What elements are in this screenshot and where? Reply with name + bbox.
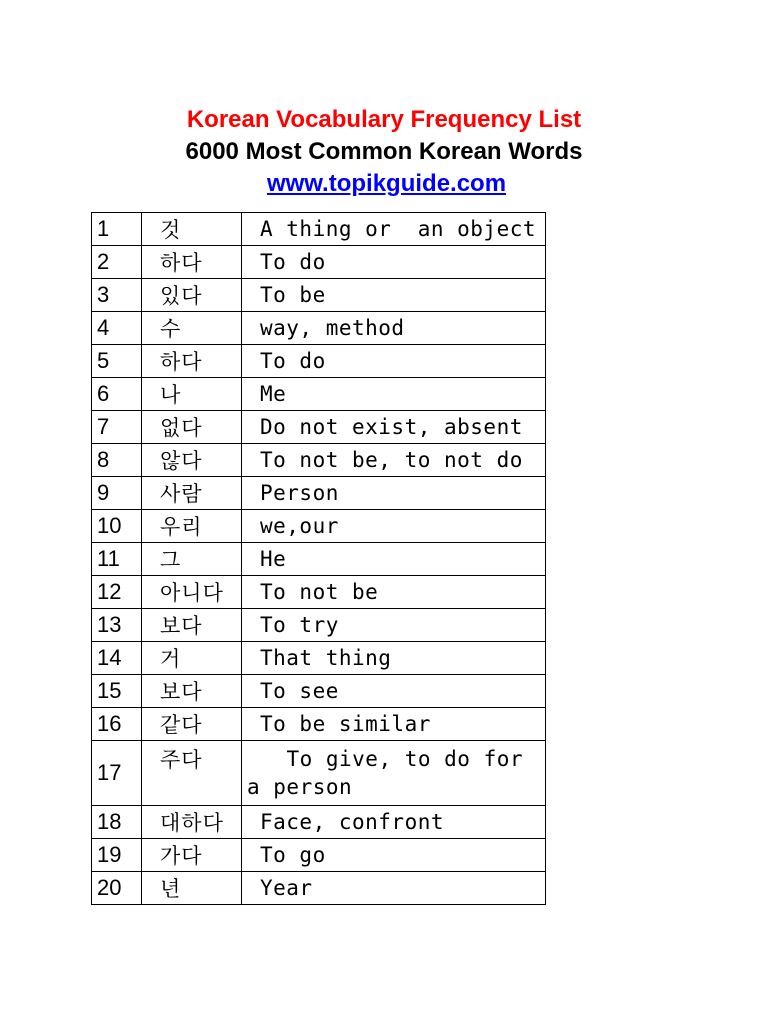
- english-meaning: A thing or an object: [242, 213, 546, 246]
- korean-word: 나: [142, 378, 242, 411]
- english-meaning: To give, to do for a person: [242, 741, 546, 806]
- rank-number: 4: [92, 312, 142, 345]
- english-meaning: To do: [242, 345, 546, 378]
- table-row: [92, 246, 546, 279]
- table-row: [92, 708, 546, 741]
- table-row: [92, 839, 546, 872]
- korean-word: 년: [142, 872, 242, 905]
- rank-number: 1: [92, 213, 142, 246]
- korean-word: 수: [142, 312, 242, 345]
- english-meaning: To try: [242, 609, 546, 642]
- rank-number: 8: [92, 444, 142, 477]
- korean-word: 우리: [142, 510, 242, 543]
- table-row: [92, 477, 546, 510]
- english-meaning: Me: [242, 378, 546, 411]
- korean-word: 거: [142, 642, 242, 675]
- table-row: [92, 279, 546, 312]
- rank-number: 12: [92, 576, 142, 609]
- rank-number: 9: [92, 477, 142, 510]
- rank-number: 16: [92, 708, 142, 741]
- korean-word: 하다: [142, 345, 242, 378]
- table-row: [92, 510, 546, 543]
- korean-word: 보다: [142, 609, 242, 642]
- table-row: [92, 543, 546, 576]
- table-row: [92, 411, 546, 444]
- rank-number: 17: [92, 741, 142, 806]
- english-meaning: Year: [242, 872, 546, 905]
- korean-word: 아니다: [142, 576, 242, 609]
- table-row: [92, 378, 546, 411]
- rank-number: 14: [92, 642, 142, 675]
- table-row: [92, 642, 546, 675]
- table-row: [92, 444, 546, 477]
- english-meaning: Do not exist, absent: [242, 411, 546, 444]
- english-meaning: To see: [242, 675, 546, 708]
- korean-word: 것: [142, 213, 242, 246]
- table-row: [92, 609, 546, 642]
- document-header: [0, 104, 768, 200]
- korean-word: 그: [142, 543, 242, 576]
- rank-number: 7: [92, 411, 142, 444]
- korean-word: 않다: [142, 444, 242, 477]
- rank-number: 18: [92, 806, 142, 839]
- table-row: [92, 312, 546, 345]
- english-meaning: To not be: [242, 576, 546, 609]
- table-row: [92, 741, 546, 806]
- rank-number: 3: [92, 279, 142, 312]
- korean-word: 가다: [142, 839, 242, 872]
- korean-word: 있다: [142, 279, 242, 312]
- document-subtitle: 6000 Most Common Korean Words: [185, 138, 583, 165]
- korean-word: 주다: [142, 741, 242, 806]
- english-meaning: way, method: [242, 312, 546, 345]
- english-meaning: we,our: [242, 510, 546, 543]
- rank-number: 15: [92, 675, 142, 708]
- korean-word: 하다: [142, 246, 242, 279]
- vocabulary-table: [91, 212, 546, 905]
- english-meaning: Person: [242, 477, 546, 510]
- table-row: [92, 806, 546, 839]
- document-title: Korean Vocabulary Frequency List: [186, 106, 582, 133]
- website-link[interactable]: www.topikguide.com: [266, 170, 507, 197]
- english-meaning: That thing: [242, 642, 546, 675]
- rank-number: 5: [92, 345, 142, 378]
- rank-number: 10: [92, 510, 142, 543]
- english-meaning: To be: [242, 279, 546, 312]
- english-meaning: He: [242, 543, 546, 576]
- korean-word: 대하다: [142, 806, 242, 839]
- table-row: [92, 345, 546, 378]
- korean-word: 없다: [142, 411, 242, 444]
- english-meaning: To be similar: [242, 708, 546, 741]
- english-meaning: To not be, to not do: [242, 444, 546, 477]
- rank-number: 2: [92, 246, 142, 279]
- korean-word: 사람: [142, 477, 242, 510]
- rank-number: 19: [92, 839, 142, 872]
- english-meaning: Face, confront: [242, 806, 546, 839]
- english-meaning: To go: [242, 839, 546, 872]
- table-row: [92, 872, 546, 905]
- rank-number: 6: [92, 378, 142, 411]
- rank-number: 11: [92, 543, 142, 576]
- table-row: [92, 576, 546, 609]
- table-row: [92, 675, 546, 708]
- rank-number: 13: [92, 609, 142, 642]
- table-row: [92, 213, 546, 246]
- korean-word: 같다: [142, 708, 242, 741]
- vocabulary-table-body: [92, 213, 546, 905]
- korean-word: 보다: [142, 675, 242, 708]
- rank-number: 20: [92, 872, 142, 905]
- english-meaning: To do: [242, 246, 546, 279]
